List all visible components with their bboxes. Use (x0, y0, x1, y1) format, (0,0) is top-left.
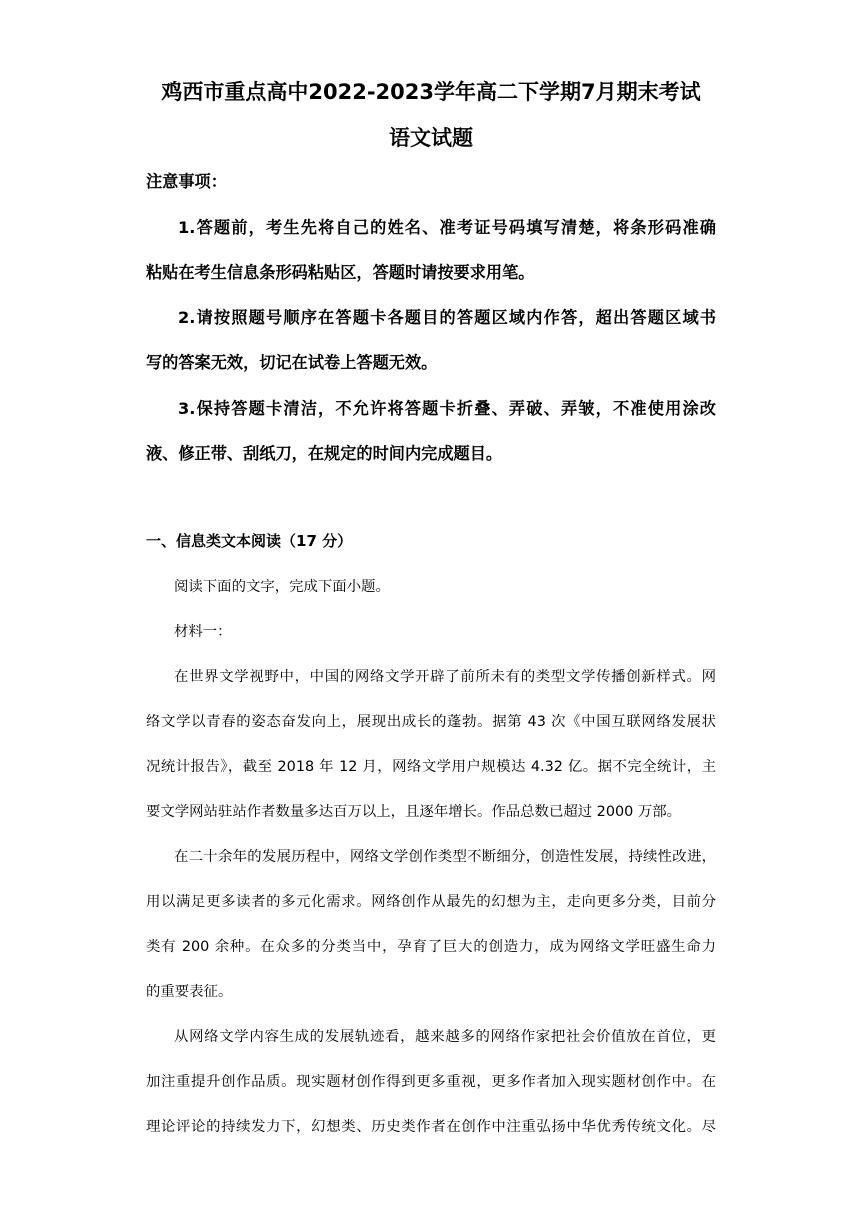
body-line: 的重要表征。 (146, 984, 233, 1000)
body-line: 络文学以青春的姿态奋发向上，展现出成长的蓬勃。据第 43 次《中国互联网络发展状 (146, 714, 716, 730)
notice-line: 粘贴在考生信息条形码粘贴区，答题时请按要求用笔。 (146, 263, 535, 282)
notice-line: 写的答案无效，切记在试卷上答题无效。 (146, 353, 438, 372)
body-line: 理论评论的持续发力下，幻想类、历史类作者在创作中注重弘扬中华优秀传统文化。尽 (146, 1119, 716, 1135)
reading-instruction: 阅读下面的文字，完成下面小题。 (174, 579, 390, 595)
notice-heading: 注意事项： (146, 172, 227, 191)
body-line: 况统计报告》，截至 2018 年 12 月，网络文学用户规模达 4.32 亿。据不完全统计，主 (146, 759, 716, 775)
material-label: 材料一： (174, 624, 232, 640)
body-line: 类有 200 余种。在众多的分类当中，孕育了巨大的创造力，成为网络文学旺盛生命力 (146, 939, 716, 955)
notice-line: 1.答题前，考生先将自己的姓名、准考证号码填写清楚，将条形码准确 (178, 218, 716, 237)
body-line: 要文学网站驻站作者数量多达百万以上，且逐年增长。作品总数已超过 2000 万部。 (146, 804, 682, 820)
notice-line: 液、修正带、刮纸刀，在规定的时间内完成题目。 (146, 444, 503, 463)
notice-line: 2.请按照题号顺序在答题卡各题目的答题区域内作答，超出答题区域书 (178, 308, 716, 327)
body-line: 用以满足更多读者的多元化需求。网络创作从最先的幻想为主，走向更多分类，目前分 (146, 894, 716, 910)
body-line: 在世界文学视野中，中国的网络文学开辟了前所未有的类型文学传播创新样式。网 (174, 669, 716, 685)
body-line: 加注重提升创作品质。现实题材创作得到更多重视，更多作者加入现实题材创作中。在 (146, 1074, 716, 1090)
body-line: 从网络文学内容生成的发展轨迹看，越来越多的网络作家把社会价值放在首位，更 (174, 1029, 716, 1045)
exam-subtitle: 语文试题 (389, 126, 473, 150)
body-line: 在二十余年的发展历程中，网络文学创作类型不断细分，创造性发展，持续性改进， (174, 849, 716, 865)
notice-line: 3.保持答题卡清洁，不允许将答题卡折叠、弄破、弄皱，不准使用涂改 (178, 399, 716, 418)
section-heading: 一、信息类文本阅读（17 分） (146, 532, 353, 550)
exam-title: 鸡西市重点高中2022-2023学年高二下学期7月期末考试 (161, 80, 701, 104)
